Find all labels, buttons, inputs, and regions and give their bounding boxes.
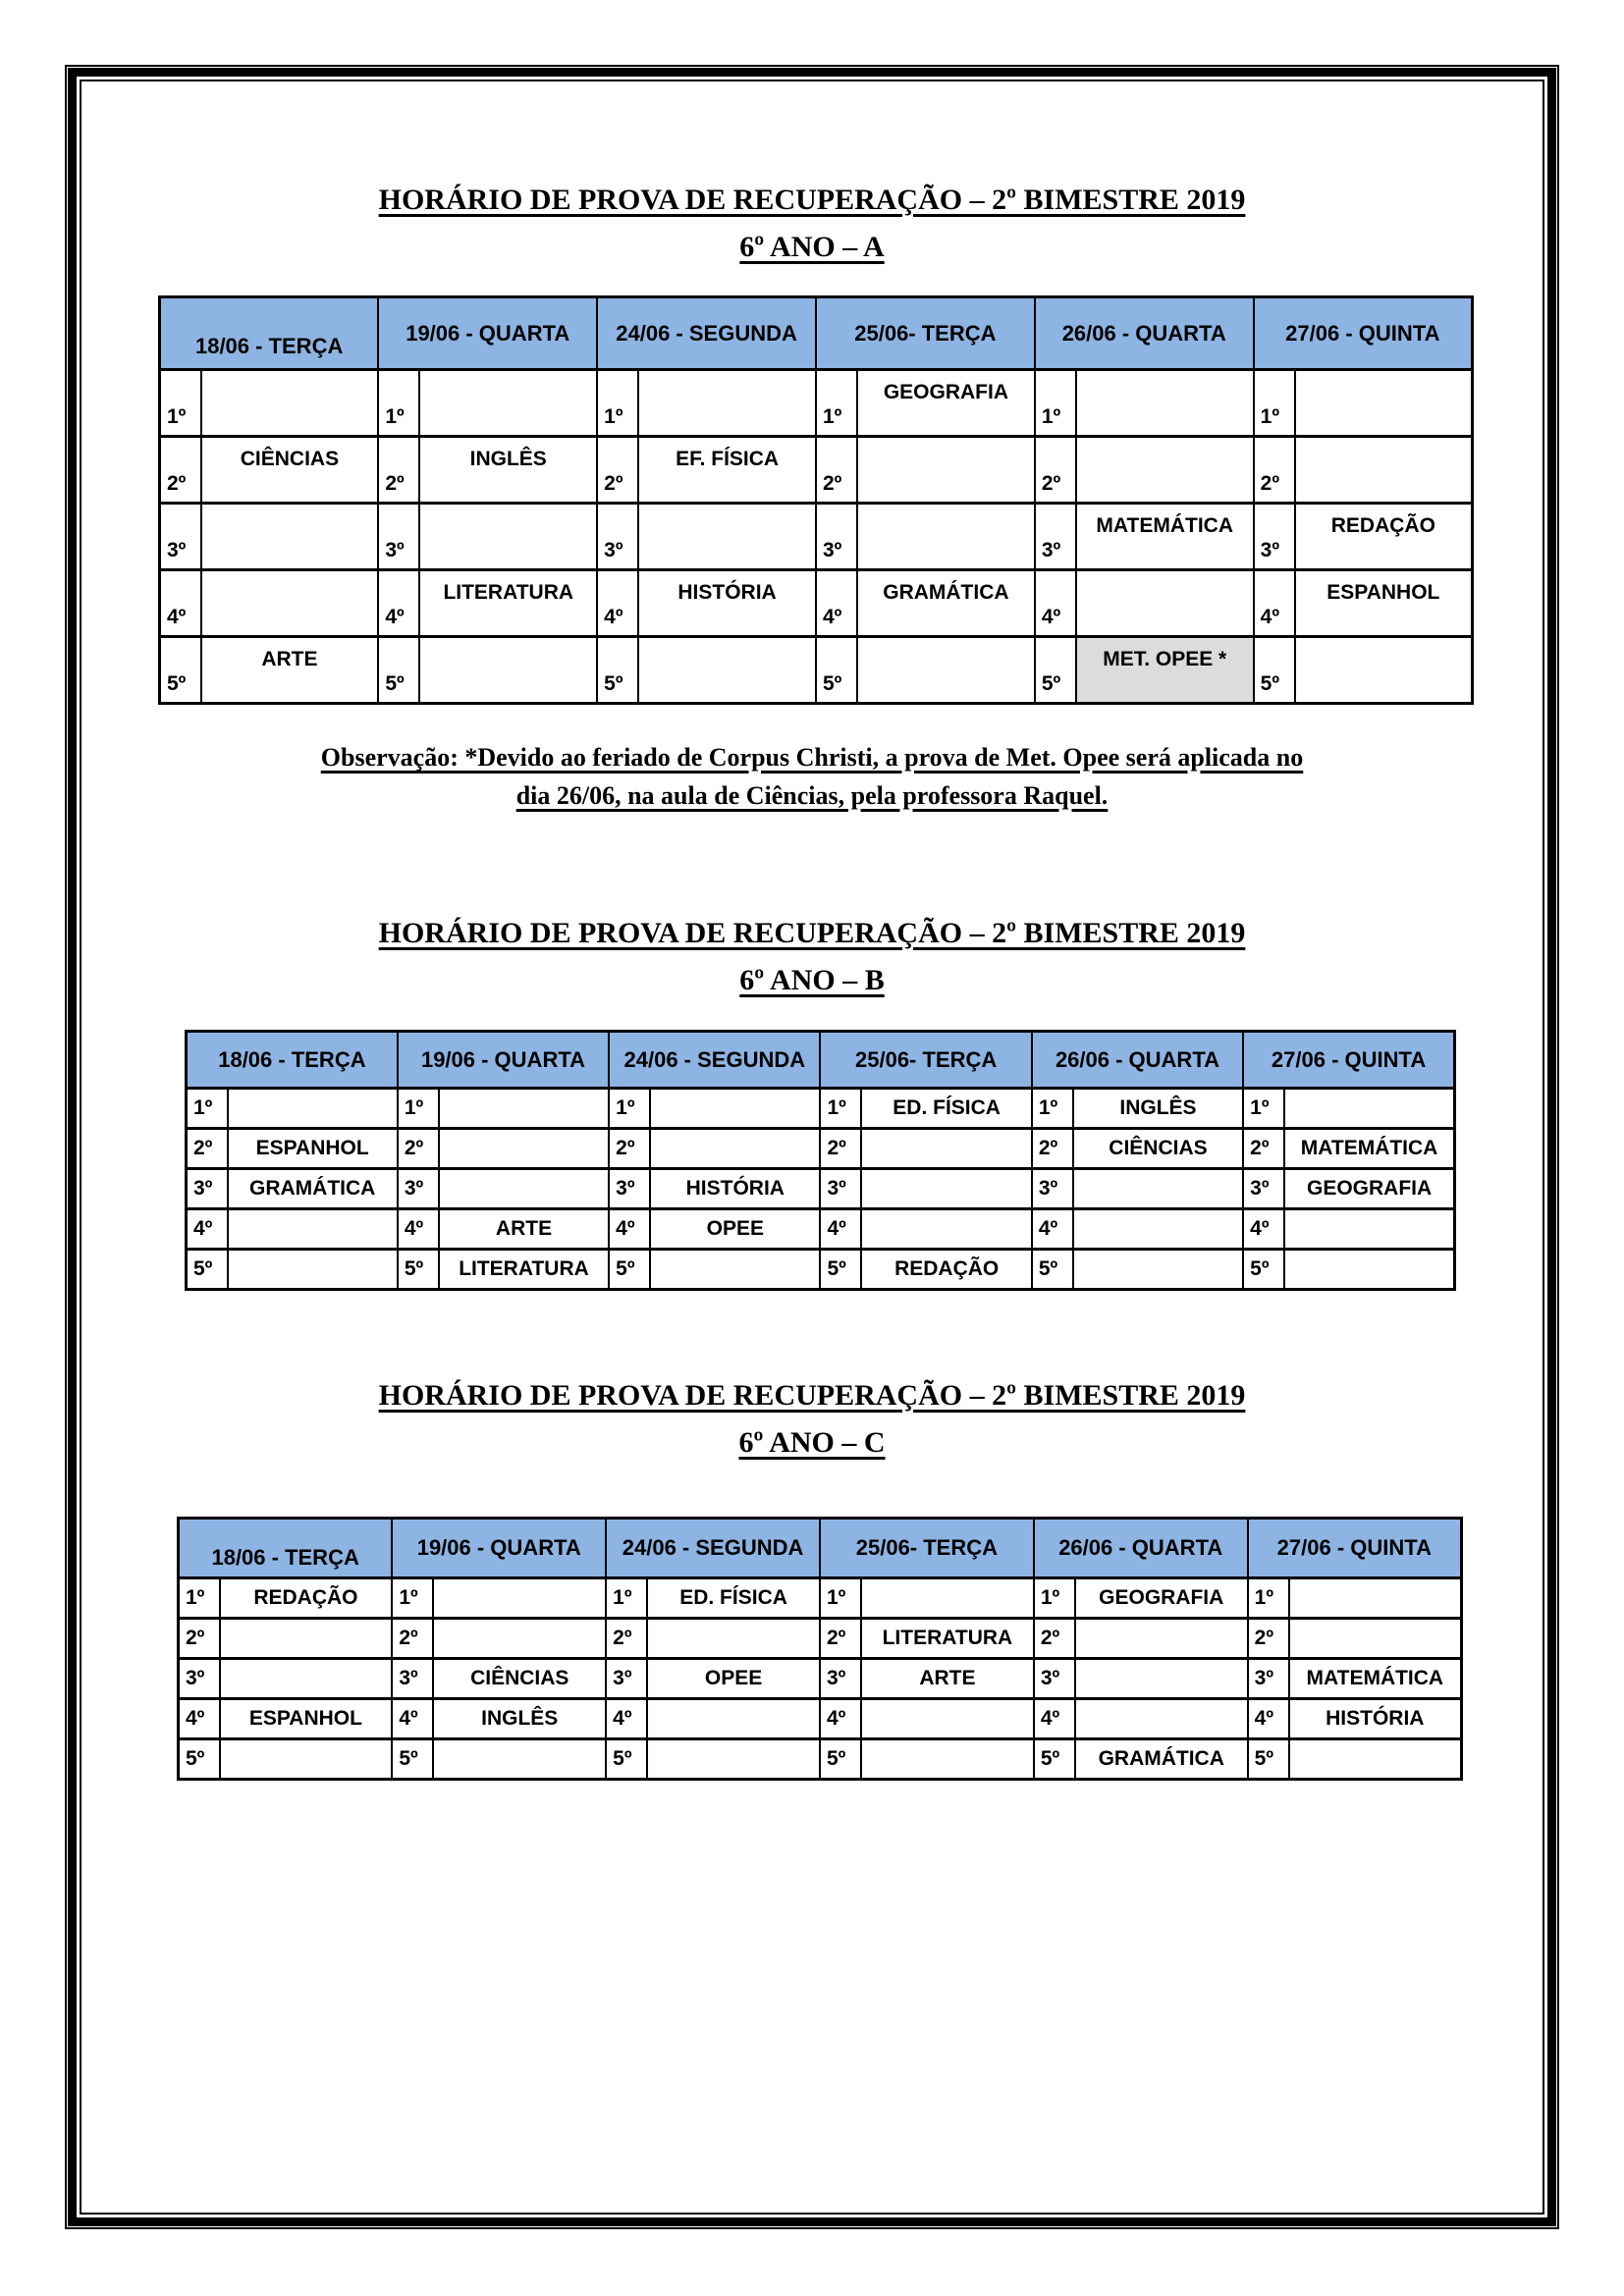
schedule-row: [187, 1209, 1455, 1250]
subject-cell: [419, 370, 597, 437]
subject-cell: [220, 1619, 393, 1659]
section-title: [83, 184, 1541, 217]
period-cell: 2º: [398, 1129, 439, 1169]
period-cell: 5º: [1034, 1739, 1075, 1780]
schedule-row: [187, 1169, 1455, 1209]
subject-cell: [857, 637, 1035, 704]
period-cell: 4º: [187, 1209, 228, 1250]
period-cell: 5º: [1032, 1250, 1073, 1290]
day-header: 27/06 - QUINTA: [1248, 1519, 1462, 1578]
subject-cell: GRAMÁTICA: [1075, 1739, 1248, 1780]
schedule-section-6-ano-a: [83, 184, 1541, 815]
subject-cell: GEOGRAFIA: [1075, 1578, 1248, 1619]
period-cell: 5º: [597, 637, 638, 704]
period-cell: 4º: [1034, 1699, 1075, 1739]
period-cell: 1º: [816, 370, 857, 437]
subject-cell: LITERATURA: [419, 570, 597, 637]
subject-cell: OPEE: [650, 1209, 820, 1250]
period-cell: 2º: [160, 437, 201, 504]
period-cell: 1º: [392, 1578, 433, 1619]
subject-cell: [201, 504, 379, 570]
period-cell: 4º: [816, 570, 857, 637]
subject-cell: MATEMÁTICA: [1284, 1129, 1454, 1169]
period-cell: 3º: [606, 1659, 647, 1699]
subject-cell: MATEMÁTICA: [1289, 1659, 1462, 1699]
period-cell: 1º: [820, 1089, 861, 1129]
subject-cell: [861, 1129, 1031, 1169]
period-cell: 2º: [1034, 1619, 1075, 1659]
subject-cell: [638, 504, 816, 570]
subject-cell: [228, 1250, 398, 1290]
schedule-header: [187, 1032, 1455, 1089]
schedule-row: [187, 1089, 1455, 1129]
subject-cell: GEOGRAFIA: [1284, 1169, 1454, 1209]
period-cell: 3º: [1243, 1169, 1284, 1209]
page-content: [83, 83, 1541, 1781]
day-header: 25/06- TERÇA: [820, 1519, 1034, 1578]
schedule-body: [160, 370, 1473, 704]
period-cell: 2º: [378, 437, 419, 504]
subject-cell: [433, 1619, 606, 1659]
subject-cell: ESPANHOL: [220, 1699, 393, 1739]
subject-cell: [1075, 1659, 1248, 1699]
schedule-body: [179, 1578, 1462, 1780]
subject-cell: ESPANHOL: [1295, 570, 1473, 637]
schedule-row: [179, 1739, 1462, 1780]
period-cell: 2º: [1254, 437, 1295, 504]
period-cell: 4º: [609, 1209, 650, 1250]
period-cell: 3º: [1254, 504, 1295, 570]
period-cell: 4º: [1243, 1209, 1284, 1250]
period-cell: 3º: [398, 1169, 439, 1209]
section-subtitle: [83, 231, 1541, 264]
subject-cell: [1295, 370, 1473, 437]
schedule-row: [160, 637, 1473, 704]
schedule-header: [179, 1519, 1462, 1578]
day-header: 26/06 - QUARTA: [1035, 297, 1254, 370]
period-cell: 2º: [816, 437, 857, 504]
schedule-row: [179, 1619, 1462, 1659]
section-title: [83, 1379, 1541, 1413]
subject-cell: ESPANHOL: [228, 1129, 398, 1169]
subject-cell: [419, 637, 597, 704]
period-cell: 4º: [1032, 1209, 1073, 1250]
subject-cell: [861, 1578, 1034, 1619]
period-cell: 5º: [398, 1250, 439, 1290]
period-cell: 5º: [392, 1739, 433, 1780]
period-cell: 2º: [820, 1619, 861, 1659]
subject-cell: [647, 1619, 820, 1659]
subject-cell: [1073, 1250, 1243, 1290]
period-cell: 2º: [187, 1129, 228, 1169]
period-cell: 3º: [820, 1169, 861, 1209]
section-subtitle-text: 6º ANO – C: [738, 1426, 886, 1459]
section-title-text: HORÁRIO DE PROVA DE RECUPERAÇÃO – 2º BIMESTRE 2019: [378, 184, 1246, 216]
subject-cell: [1284, 1209, 1454, 1250]
period-cell: 2º: [1243, 1129, 1284, 1169]
period-cell: 4º: [606, 1699, 647, 1739]
period-cell: 3º: [1248, 1659, 1289, 1699]
period-cell: 1º: [597, 370, 638, 437]
period-cell: 4º: [820, 1699, 861, 1739]
subject-cell: [228, 1209, 398, 1250]
subject-cell: [861, 1169, 1031, 1209]
observation-note: [83, 738, 1541, 815]
day-header: 18/06 - TERÇA: [160, 297, 379, 370]
subject-cell: [439, 1089, 609, 1129]
subject-cell: [433, 1578, 606, 1619]
period-cell: 4º: [179, 1699, 220, 1739]
observation-line-1-text: Observação: *Devido ao feriado de Corpus Christi, a prova de Met. Opee será aplicada no: [320, 743, 1304, 772]
subject-cell: [228, 1089, 398, 1129]
day-header: 27/06 - QUINTA: [1243, 1032, 1454, 1089]
schedule-row: [160, 370, 1473, 437]
subject-cell: [650, 1089, 820, 1129]
period-cell: 3º: [1035, 504, 1076, 570]
subject-cell: EF. FÍSICA: [638, 437, 816, 504]
schedule-table-wrap: [158, 295, 1474, 705]
period-cell: 4º: [392, 1699, 433, 1739]
schedule-table: [177, 1517, 1463, 1781]
subject-cell: GEOGRAFIA: [857, 370, 1035, 437]
day-header: 26/06 - QUARTA: [1034, 1519, 1248, 1578]
subject-cell: [647, 1739, 820, 1780]
period-cell: 1º: [398, 1089, 439, 1129]
schedule-header-row: [187, 1032, 1455, 1089]
schedule-section-6-ano-c: [83, 1379, 1541, 1781]
subject-cell: [1289, 1739, 1462, 1780]
day-header: 25/06- TERÇA: [816, 297, 1035, 370]
period-cell: 3º: [1032, 1169, 1073, 1209]
period-cell: 5º: [179, 1739, 220, 1780]
period-cell: 3º: [816, 504, 857, 570]
period-cell: 1º: [606, 1578, 647, 1619]
section-title-text: HORÁRIO DE PROVA DE RECUPERAÇÃO – 2º BIMESTRE 2019: [378, 917, 1246, 949]
subject-cell: [1073, 1209, 1243, 1250]
subject-cell: CIÊNCIAS: [1073, 1129, 1243, 1169]
subject-cell: [201, 570, 379, 637]
schedule-row: [179, 1659, 1462, 1699]
period-cell: 5º: [1248, 1739, 1289, 1780]
subject-cell: [857, 437, 1035, 504]
observation-line-1: [83, 738, 1541, 776]
schedule-header-row: [160, 297, 1473, 370]
period-cell: 4º: [398, 1209, 439, 1250]
subject-cell: [1076, 437, 1254, 504]
subject-cell: INGLÊS: [433, 1699, 606, 1739]
period-cell: 5º: [816, 637, 857, 704]
schedule-table-wrap: [177, 1517, 1463, 1781]
subject-cell: [1076, 370, 1254, 437]
subject-cell: OPEE: [647, 1659, 820, 1699]
period-cell: 1º: [609, 1089, 650, 1129]
subject-cell: [857, 504, 1035, 570]
section-subtitle: [83, 964, 1541, 997]
period-cell: 5º: [378, 637, 419, 704]
day-header: 18/06 - TERÇA: [187, 1032, 398, 1089]
subject-cell: CIÊNCIAS: [201, 437, 379, 504]
day-header: 27/06 - QUINTA: [1254, 297, 1473, 370]
period-cell: 2º: [392, 1619, 433, 1659]
day-header: 19/06 - QUARTA: [392, 1519, 606, 1578]
period-cell: 5º: [1243, 1250, 1284, 1290]
period-cell: 4º: [160, 570, 201, 637]
schedule-row: [160, 437, 1473, 504]
period-cell: 2º: [820, 1129, 861, 1169]
subject-cell: REDAÇÃO: [1295, 504, 1473, 570]
subject-cell: [439, 1169, 609, 1209]
subject-cell: LITERATURA: [439, 1250, 609, 1290]
period-cell: 2º: [179, 1619, 220, 1659]
period-cell: 3º: [187, 1169, 228, 1209]
day-header: 18/06 - TERÇA: [179, 1519, 393, 1578]
subject-cell: INGLÊS: [419, 437, 597, 504]
period-cell: 1º: [1243, 1089, 1284, 1129]
period-cell: 1º: [1034, 1578, 1075, 1619]
period-cell: 3º: [179, 1659, 220, 1699]
schedule-row: [160, 570, 1473, 637]
subject-cell: [419, 504, 597, 570]
period-cell: 4º: [1254, 570, 1295, 637]
section-subtitle: [83, 1426, 1541, 1460]
subject-cell: [861, 1209, 1031, 1250]
period-cell: 4º: [1035, 570, 1076, 637]
schedule-row: [187, 1250, 1455, 1290]
period-cell: 5º: [187, 1250, 228, 1290]
section-subtitle-text: 6º ANO – B: [739, 964, 885, 996]
day-header: 24/06 - SEGUNDA: [606, 1519, 820, 1578]
subject-cell: ARTE: [439, 1209, 609, 1250]
period-cell: 1º: [1254, 370, 1295, 437]
schedule-body: [187, 1089, 1455, 1290]
subject-cell: CIÊNCIAS: [433, 1659, 606, 1699]
period-cell: 1º: [160, 370, 201, 437]
subject-cell: [1295, 437, 1473, 504]
subject-cell: [1075, 1699, 1248, 1739]
period-cell: 5º: [820, 1250, 861, 1290]
subject-cell: INGLÊS: [1073, 1089, 1243, 1129]
period-cell: 1º: [179, 1578, 220, 1619]
schedule-table: [185, 1030, 1456, 1291]
subject-cell: [1284, 1089, 1454, 1129]
schedule-header-row: [179, 1519, 1462, 1578]
schedule-row: [179, 1578, 1462, 1619]
period-cell: 4º: [820, 1209, 861, 1250]
subject-cell: [1073, 1169, 1243, 1209]
observation-line-2: [83, 776, 1541, 815]
subject-cell: [647, 1699, 820, 1739]
subject-cell: GRAMÁTICA: [228, 1169, 398, 1209]
observation-line-2-text: dia 26/06, na aula de Ciências, pela professora Raquel.: [515, 781, 1109, 810]
schedule-row: [187, 1129, 1455, 1169]
period-cell: 1º: [1032, 1089, 1073, 1129]
schedule-row: [179, 1699, 1462, 1739]
subject-cell: [650, 1250, 820, 1290]
subject-cell-highlighted: MET. OPEE *: [1076, 637, 1254, 704]
schedule-table: [158, 295, 1474, 705]
day-header: 24/06 - SEGUNDA: [609, 1032, 820, 1089]
period-cell: 1º: [1035, 370, 1076, 437]
period-cell: 5º: [606, 1739, 647, 1780]
period-cell: 3º: [392, 1659, 433, 1699]
period-cell: 3º: [378, 504, 419, 570]
period-cell: 2º: [606, 1619, 647, 1659]
period-cell: 3º: [1034, 1659, 1075, 1699]
subject-cell: MATEMÁTICA: [1076, 504, 1254, 570]
period-cell: 1º: [820, 1578, 861, 1619]
period-cell: 2º: [1032, 1129, 1073, 1169]
subject-cell: [861, 1699, 1034, 1739]
day-header: 25/06- TERÇA: [820, 1032, 1031, 1089]
subject-cell: [1289, 1578, 1462, 1619]
subject-cell: [1075, 1619, 1248, 1659]
period-cell: 4º: [597, 570, 638, 637]
period-cell: 5º: [609, 1250, 650, 1290]
period-cell: 4º: [378, 570, 419, 637]
subject-cell: HISTÓRIA: [638, 570, 816, 637]
subject-cell: HISTÓRIA: [650, 1169, 820, 1209]
period-cell: 5º: [1254, 637, 1295, 704]
schedule-section-6-ano-b: [83, 917, 1541, 1291]
subject-cell: LITERATURA: [861, 1619, 1034, 1659]
day-header: 19/06 - QUARTA: [378, 297, 597, 370]
subject-cell: [220, 1659, 393, 1699]
period-cell: 3º: [160, 504, 201, 570]
period-cell: 2º: [597, 437, 638, 504]
section-title-text: HORÁRIO DE PROVA DE RECUPERAÇÃO – 2º BIMESTRE 2019: [378, 1379, 1246, 1412]
subject-cell: REDAÇÃO: [220, 1578, 393, 1619]
subject-cell: [1289, 1619, 1462, 1659]
subject-cell: [433, 1739, 606, 1780]
subject-cell: GRAMÁTICA: [857, 570, 1035, 637]
period-cell: 2º: [609, 1129, 650, 1169]
period-cell: 1º: [378, 370, 419, 437]
subject-cell: [638, 370, 816, 437]
subject-cell: [861, 1739, 1034, 1780]
subject-cell: [1076, 570, 1254, 637]
subject-cell: HISTÓRIA: [1289, 1699, 1462, 1739]
subject-cell: ARTE: [201, 637, 379, 704]
period-cell: 4º: [1248, 1699, 1289, 1739]
subject-cell: [1284, 1250, 1454, 1290]
period-cell: 2º: [1248, 1619, 1289, 1659]
section-subtitle-text: 6º ANO – A: [739, 231, 885, 263]
subject-cell: [439, 1129, 609, 1169]
subject-cell: ARTE: [861, 1659, 1034, 1699]
subject-cell: ED. FÍSICA: [861, 1089, 1031, 1129]
schedule-table-wrap: [185, 1030, 1456, 1291]
day-header: 24/06 - SEGUNDA: [597, 297, 816, 370]
day-header: 19/06 - QUARTA: [398, 1032, 609, 1089]
subject-cell: [201, 370, 379, 437]
period-cell: 3º: [597, 504, 638, 570]
subject-cell: ED. FÍSICA: [647, 1578, 820, 1619]
subject-cell: [650, 1129, 820, 1169]
period-cell: 3º: [820, 1659, 861, 1699]
period-cell: 5º: [1035, 637, 1076, 704]
period-cell: 1º: [1248, 1578, 1289, 1619]
day-header: 26/06 - QUARTA: [1032, 1032, 1243, 1089]
period-cell: 5º: [820, 1739, 861, 1780]
subject-cell: [220, 1739, 393, 1780]
period-cell: 1º: [187, 1089, 228, 1129]
subject-cell: REDAÇÃO: [861, 1250, 1031, 1290]
schedule-header: [160, 297, 1473, 370]
period-cell: 5º: [160, 637, 201, 704]
subject-cell: [1295, 637, 1473, 704]
subject-cell: [638, 637, 816, 704]
section-title: [83, 917, 1541, 950]
period-cell: 2º: [1035, 437, 1076, 504]
schedule-row: [160, 504, 1473, 570]
period-cell: 3º: [609, 1169, 650, 1209]
